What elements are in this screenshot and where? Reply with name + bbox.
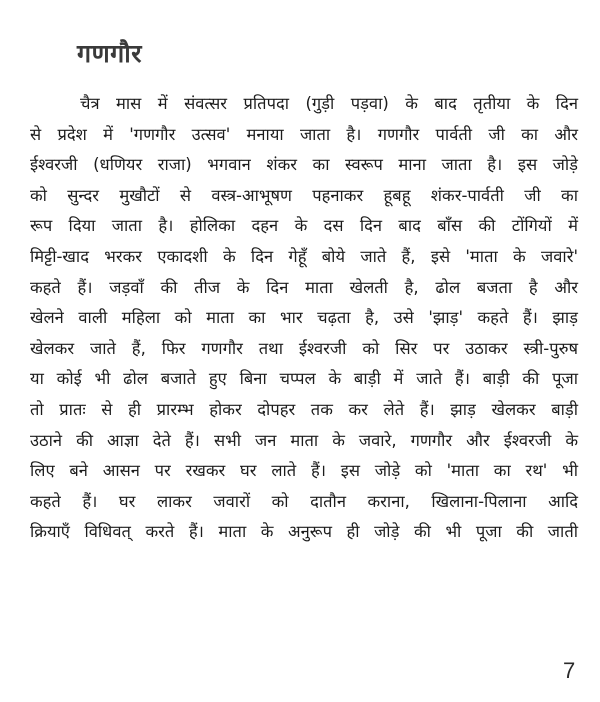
paragraph-line: उठाने की आज्ञा देते हैं। सभी जन माता के जवारे, गणगौर और ईश्वरजी के bbox=[30, 430, 578, 450]
page-number: 7 bbox=[563, 658, 576, 683]
paragraph-line: कहते हैं। घर लाकर जवारों को दातौन कराना, खिलाना-पिलाना आदि bbox=[30, 491, 578, 511]
paragraph-line: चैत्र मास में संवत्सर प्रतिपदा (गुड़ी पड़वा) के बाद तृतीया के दिन bbox=[80, 94, 578, 113]
paragraph-line: ईश्वरजी (धणियर राजा) भगवान शंकर का स्वरूप माना जाता है। इस जोड़े bbox=[30, 155, 578, 175]
paragraph-line: तो प्रातः से ही प्रारम्भ होकर दोपहर तक कर लेते हैं। झाड़ खेलकर बाड़ी bbox=[30, 400, 578, 419]
paragraph-line: खेलने वाली महिला को माता का भार चढ़ता है, उसे 'झाड़' कहते हैं। झाड़ bbox=[30, 308, 578, 328]
paragraph-line: कहते हैं। जड़वाँ की तीज के दिन माता खेलती है, ढोल बजता है और bbox=[30, 277, 578, 297]
paragraph-line: रूप दिया जाता है। होलिका दहन के दस दिन बाद बाँस की टोंगियों में bbox=[30, 216, 578, 236]
paragraph-line: या कोई भी ढोल बजाते हुए बिना चप्पल के बाड़ी में जाते हैं। बाड़ी की पूजा bbox=[30, 369, 578, 389]
paragraph-line: क्रियाएँ विधिवत् करते हैं। माता के अनुरूप ही जोड़े की भी पूजा की जाती bbox=[30, 522, 578, 542]
page-title: गणगौर bbox=[77, 39, 142, 68]
paragraph-line: से प्रदेश में 'गणगौर उत्सव' मनाया जाता है। गणगौर पार्वती जी का और bbox=[30, 124, 578, 144]
paragraph-line: खेलकर जाते हैं, फिर गणगौर तथा ईश्वरजी को सिर पर उठाकर स्त्री-पुरुष bbox=[30, 338, 578, 358]
paragraph-line: को सुन्दर मुखौटों से वस्त्र-आभूषण पहनाकर हूबहू शंकर-पार्वती जी का bbox=[30, 185, 578, 205]
paragraph-line: मिट्टी-खाद भरकर एकादशी के दिन गेहूँ बोये जाते हैं, इसे 'माता के जवारे' bbox=[30, 247, 578, 266]
paragraph-line: लिए बने आसन पर रखकर घर लाते हैं। इस जोड़े को 'माता का रथ' भी bbox=[30, 461, 578, 481]
